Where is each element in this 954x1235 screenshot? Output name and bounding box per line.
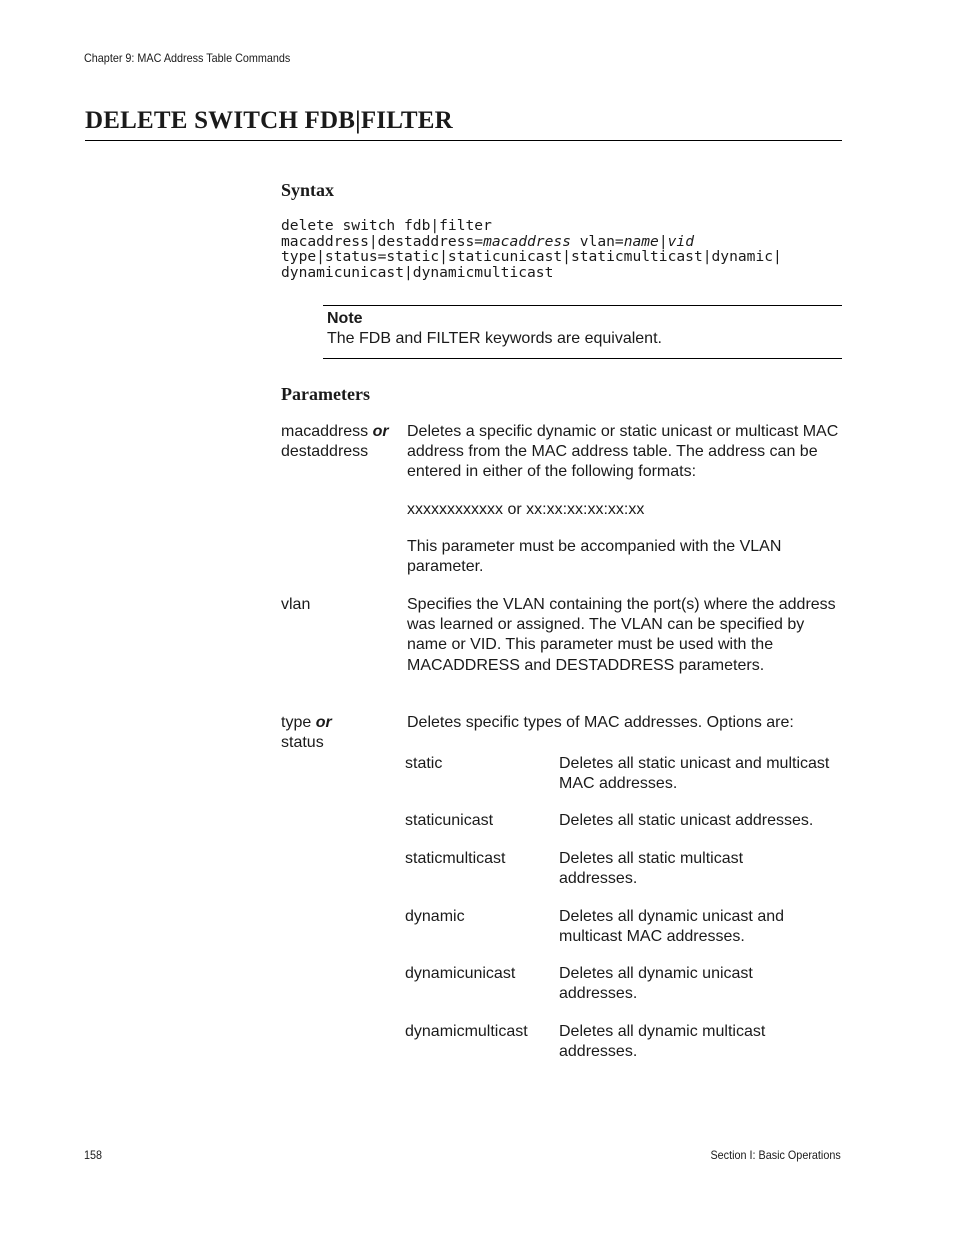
title-rule	[85, 140, 842, 141]
option-name: dynamicunicast	[405, 965, 516, 982]
param-desc-text: This parameter must be accompanied with the VLAN parameter.	[407, 537, 782, 576]
syntax-block	[281, 218, 782, 281]
page-title: DELETE SWITCH FDB|FILTER	[85, 107, 453, 134]
option-desc: Deletes all dynamic multicast addresses.	[559, 1023, 766, 1061]
note-box	[323, 305, 842, 359]
option-desc: Deletes all dynamic unicast addresses.	[559, 965, 753, 1003]
param-desc-type: Deletes specific types of MAC addresses. Options are:	[407, 714, 794, 731]
param-desc-vlan: Specifies the VLAN containing the port(s) where the address was learned or assigned. The VLAN can be specified by name or VID. This parameter must be used with the MACADDRESS and DESTADDRESS parameters.	[407, 596, 836, 674]
param-desc-text: Deletes a specific dynamic or static unicast or multicast MAC address from the MAC address table. The address can be entered in either of the following formats:	[407, 423, 839, 481]
option-name: static	[405, 755, 443, 772]
param-name-macaddress	[281, 422, 406, 462]
syntax-line-2	[281, 233, 694, 250]
syntax-separator: |	[658, 232, 668, 250]
syntax-variable: macaddress	[483, 232, 571, 250]
param-name-or: or	[372, 423, 389, 440]
note-text: The FDB and FILTER keywords are equivalent.	[327, 330, 662, 347]
option-name: dynamic	[405, 908, 465, 925]
option-desc: Deletes all static unicast addresses.	[559, 812, 814, 829]
option-desc: Deletes all static multicast addresses.	[559, 850, 744, 888]
param-desc-format: xxxxxxxxxxxx or xx:xx:xx:xx:xx:xx	[407, 500, 645, 518]
syntax-variable: name	[623, 232, 659, 250]
option-desc: Deletes all static unicast and multicast MAC addresses.	[559, 755, 830, 793]
syntax-line-1: delete switch fdb|filter	[281, 217, 492, 234]
parameters-heading: Parameters	[281, 384, 370, 404]
param-name-text: type	[281, 714, 316, 731]
note-label: Note	[327, 310, 363, 327]
syntax-variable: vid	[667, 232, 694, 250]
param-name-or: or	[315, 714, 332, 731]
param-name-text: status	[281, 734, 324, 752]
param-name-text: macaddress	[281, 423, 373, 440]
option-name: dynamicmulticast	[405, 1023, 528, 1040]
option-name: staticunicast	[405, 812, 494, 829]
footer-section: Section I: Basic Operations	[710, 1148, 841, 1162]
option-desc: Deletes all dynamic unicast and multicast MAC addresses.	[559, 908, 785, 946]
syntax-heading: Syntax	[281, 180, 335, 200]
param-name-type	[281, 713, 406, 753]
option-name: staticmulticast	[405, 850, 506, 867]
syntax-line-3: type|status=static|staticunicast|staticmulticast|dynamic|	[281, 248, 782, 266]
param-name-text: destaddress	[281, 443, 369, 461]
running-header: Chapter 9: MAC Address Table Commands	[84, 51, 291, 65]
param-name-vlan: vlan	[281, 596, 311, 613]
syntax-line-4: dynamicunicast|dynamicmulticast	[281, 264, 554, 282]
syntax-keyword: macaddress|destaddress=	[281, 232, 484, 250]
param-desc-macaddress	[407, 422, 847, 594]
syntax-keyword: vlan=	[570, 232, 624, 250]
page-number: 158	[84, 1148, 103, 1162]
